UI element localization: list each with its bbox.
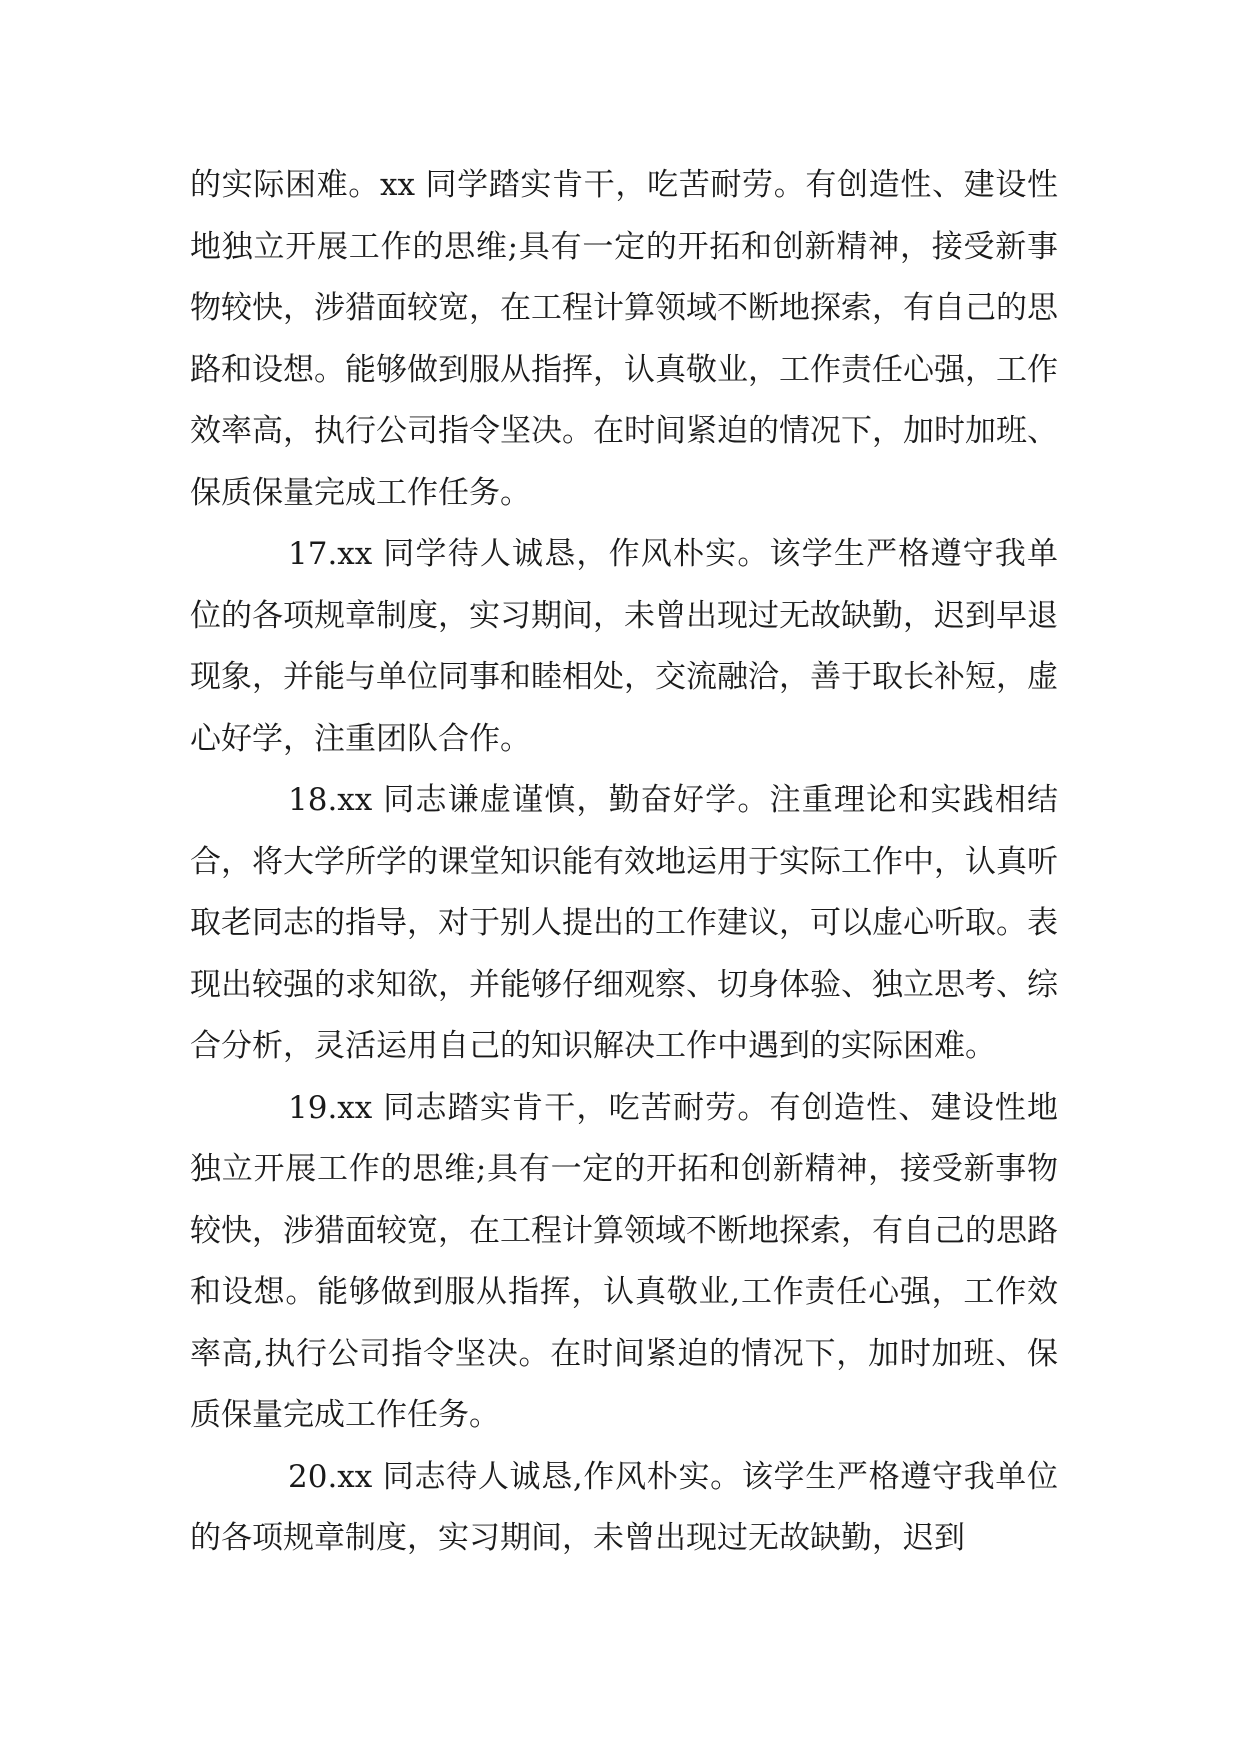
body-text [190,155,1058,1570]
paragraph-item-20: 20.xx 同志待人诚恳,作风朴实。该学生严格遵守我单位的各项规章制度，实习期间，未曾出现过无故缺勤，迟到 [190,1458,1058,1556]
paragraph-item-19: 19.xx 同志踏实肯干，吃苦耐劳。有创造性、建设性地独立开展工作的思维;具有一定的开拓和创新精神，接受新事物较快，涉猎面较宽，在工程计算领域不断地探索，有自己的思路和设想。能够做到服从指挥，认真敬业,工作责任心强，工作效率高,执行公司指令坚决。在时间紧迫的情况下，加时加班、保质保量完成工作任务。 [190,1089,1058,1433]
paragraph-item-17: 17.xx 同学待人诚恳，作风朴实。该学生严格遵守我单位的各项规章制度，实习期间，未曾出现过无故缺勤，迟到早退现象，并能与单位同事和睦相处，交流融洽，善于取长补短，虚心好学，注重团队合作。 [190,536,1058,757]
paragraph-continuation: 的实际困难。xx 同学踏实肯干，吃苦耐劳。有创造性、建设性地独立开展工作的思维;具有一定的开拓和创新精神，接受新事物较快，涉猎面较宽，在工程计算领域不断地探索，有自己的思路和设想。能够做到服从指挥，认真敬业，工作责任心强，工作效率高，执行公司指令坚决。在时间紧迫的情况下，加时加班、保质保量完成工作任务。 [190,167,1058,511]
paragraph-item-18: 18.xx 同志谦虚谨慎，勤奋好学。注重理论和实践相结合，将大学所学的课堂知识能有效地运用于实际工作中，认真听取老同志的指导，对于别人提出的工作建议，可以虚心听取。表现出较强的求知欲，并能够仔细观察、切身体验、独立思考、综合分析，灵活运用自己的知识解决工作中遇到的实际困难。 [190,782,1058,1064]
